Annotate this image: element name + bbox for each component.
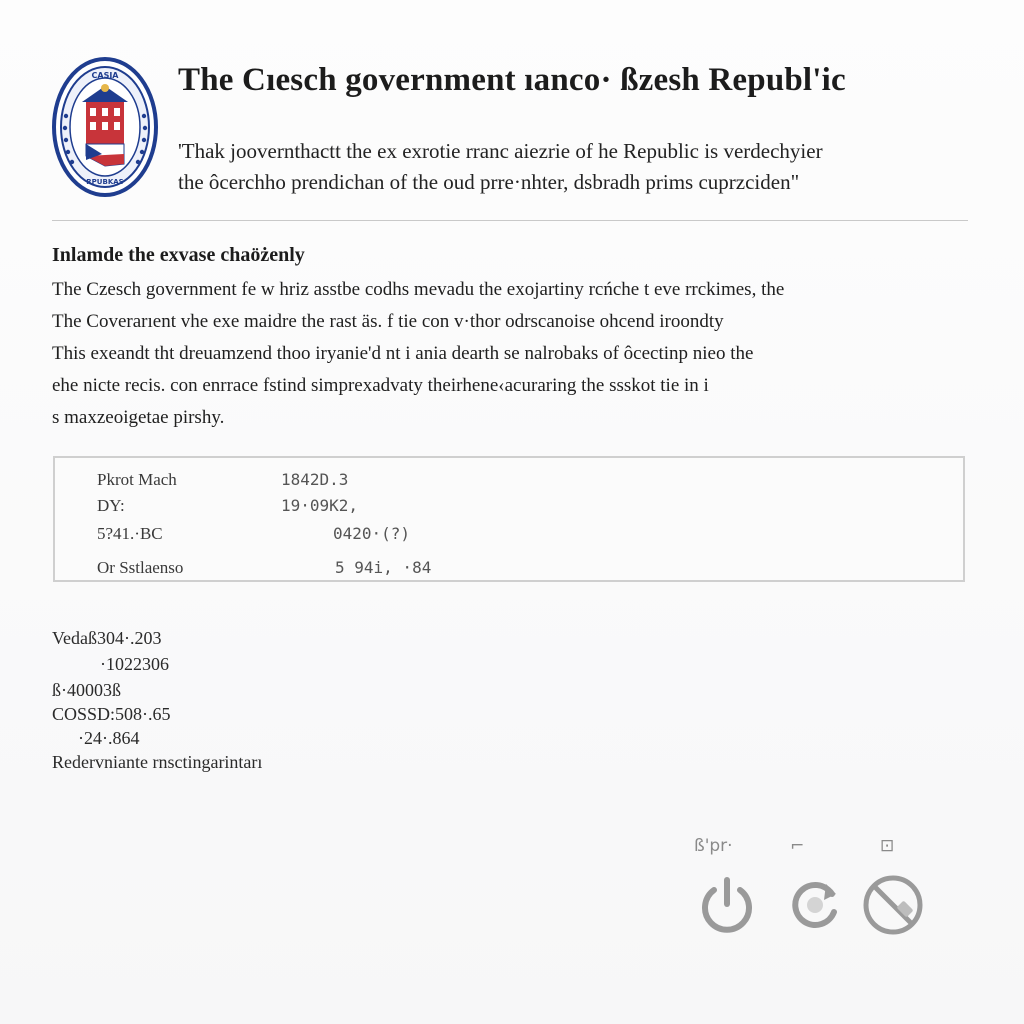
figure-line: Vedaß304·.203	[52, 628, 162, 648]
power-icon[interactable]	[694, 872, 760, 938]
refresh-icon[interactable]	[782, 872, 848, 938]
row-value: 5 94i, ·84	[335, 558, 432, 577]
header-divider	[52, 220, 968, 221]
government-seal-icon	[52, 56, 158, 198]
body-line: The Czesch government fe w hriz asstbe codhs mevadu the exojartiny rcńche t eve rrckimes, the	[52, 279, 785, 300]
body-line: s maxzeoigetae pirshy.	[52, 407, 225, 428]
row-value: 1842D.3	[281, 470, 349, 489]
row-key: DY:	[97, 496, 125, 515]
section-heading: Inlamde the exvase chaöżenly	[52, 244, 305, 266]
data-table-box	[53, 456, 965, 582]
figure-line: COSSD:508·.65	[52, 704, 171, 724]
subtitle-line: 'Thak joovernthactt the ex exrotie rranc aiezrie of he Republic is verdechyier	[178, 139, 823, 163]
figure-line: ß·40003ß	[52, 680, 121, 700]
cancel-icon[interactable]	[860, 872, 926, 938]
row-key: 5?41.·BC	[97, 524, 163, 543]
figure-line: ·24·.864	[78, 728, 140, 748]
document-subtitle	[178, 136, 978, 198]
body-line: The Coverarıent vhe exe maidre the rast äs. f tie con v·thor odrscanoise ohcend iroondty	[52, 311, 724, 332]
section-body	[52, 274, 972, 434]
subtitle-line: the ôcerchho prendichan of the oud prre·nhter, dsbradh prims cuprzciden"	[178, 170, 800, 194]
body-line: ehe nicte recis. con enrrace fstind simprexadvaty theirhene‹acuraring the ssskot tie in i	[52, 375, 709, 396]
svg-text:RPUBKAS: RPUBKAS	[86, 178, 124, 186]
body-line: This exeandt tht dreuamzend thoo iryanie'd nt i ania dearth se nalrobaks of ôcectinp nieo the	[52, 343, 754, 364]
row-key: Pkrot Mach	[97, 470, 177, 489]
row-key: Or Sstlaenso	[97, 558, 184, 577]
row-value: 0420·(?)	[333, 524, 411, 543]
svg-text:CASIA: CASIA	[91, 71, 119, 80]
icon-label: ß'pr·	[694, 836, 733, 856]
document-title: The Cıesch government ıanco· ßzesh Republ'ic	[178, 62, 846, 98]
row-value: 19·09K2,	[281, 496, 359, 515]
figure-line: Redervniante rnsctingarintarı	[52, 752, 263, 772]
icon-label: ⌐	[790, 836, 805, 856]
figure-line: ·1022306	[100, 654, 169, 674]
icon-label: ⊡	[880, 836, 895, 856]
